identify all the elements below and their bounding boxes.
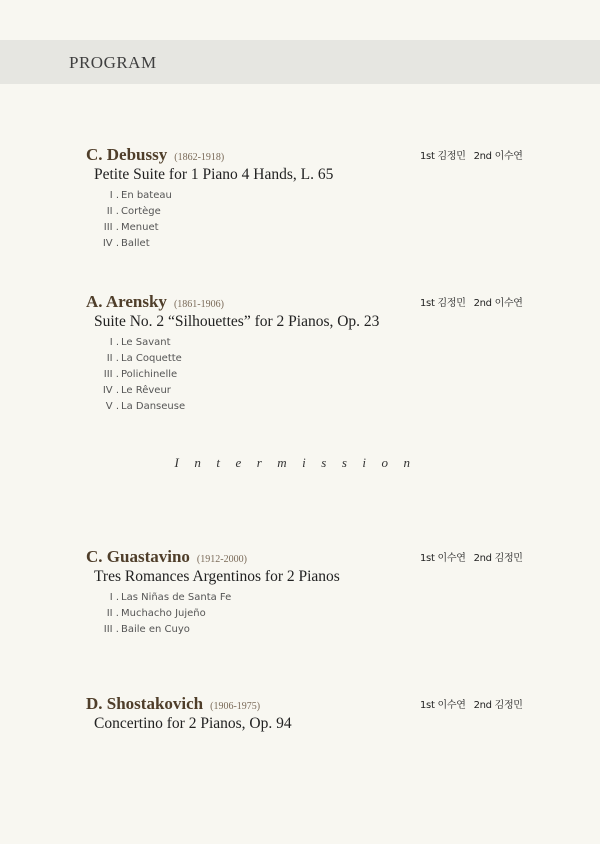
composer-dates: (1861-1906) [173, 299, 224, 310]
movement-list [100, 335, 185, 415]
movement-title: Cortège [121, 206, 161, 217]
composer-line [86, 547, 247, 567]
program-header [0, 40, 600, 84]
movement-number: III . [103, 369, 119, 380]
composer-name: C. Debussy [86, 145, 168, 164]
composer-name: C. Guastavino [86, 547, 190, 566]
movement-list [100, 590, 231, 638]
performer-first: 1st 김정민 [420, 151, 466, 162]
performers [420, 294, 523, 309]
movement-title: Polichinelle [121, 369, 178, 380]
movement-item [100, 236, 172, 252]
page-title: PROGRAM [69, 53, 157, 72]
intermission-label: Intermission [174, 455, 426, 470]
composer-dates: (1912-2000) [196, 554, 247, 565]
movement-number: II . [106, 608, 119, 619]
performer-second: 2nd 김정민 [473, 553, 523, 564]
work-title: Concertino for 2 Pianos, Op. 94 [94, 715, 292, 732]
movement-title: Menuet [121, 222, 159, 233]
movement-item [100, 335, 185, 351]
movement-item [100, 622, 231, 638]
performers [420, 147, 523, 162]
movement-title: Ballet [121, 238, 150, 249]
movement-item [100, 220, 172, 236]
movement-title: La Danseuse [121, 401, 186, 412]
movement-title: La Coquette [121, 353, 182, 364]
movement-item [100, 188, 172, 204]
movement-item [100, 204, 172, 220]
movement-list [100, 188, 172, 252]
movement-title: Muchacho Jujeño [121, 608, 206, 619]
composer-dates: (1862-1918) [174, 152, 225, 163]
composer-dates: (1906-1975) [210, 701, 261, 712]
movement-number: II . [106, 353, 119, 364]
movement-item [100, 606, 231, 622]
movement-item [100, 399, 185, 415]
composer-line [86, 145, 224, 165]
performer-second: 2nd 김정민 [473, 700, 523, 711]
movement-number: III . [103, 222, 119, 233]
composer-line [86, 694, 260, 714]
movement-number: II . [106, 206, 119, 217]
movement-title: En bateau [121, 190, 172, 201]
movement-number: IV . [102, 385, 119, 396]
movement-item [100, 351, 185, 367]
composer-line [86, 292, 224, 312]
performers [420, 549, 523, 564]
movement-item [100, 367, 185, 383]
movement-title: Baile en Cuyo [121, 624, 190, 635]
movement-title: Las Niñas de Santa Fe [121, 592, 232, 603]
movement-number: IV . [102, 238, 119, 249]
movement-number: V . [105, 401, 119, 412]
movement-item [100, 383, 185, 399]
performer-second: 2nd 이수연 [473, 298, 523, 309]
work-title: Petite Suite for 1 Piano 4 Hands, L. 65 [94, 166, 334, 183]
work-title: Suite No. 2 “Silhouettes” for 2 Pianos, Op. 23 [94, 313, 380, 330]
movement-number: I . [109, 190, 119, 201]
composer-name: A. Arensky [86, 292, 167, 311]
performer-first: 1st 김정민 [420, 298, 466, 309]
performers [420, 696, 523, 711]
performer-first: 1st 이수연 [420, 700, 466, 711]
movement-number: I . [109, 337, 119, 348]
movement-title: Le Savant [121, 337, 171, 348]
movement-number: III . [103, 624, 119, 635]
movement-title: Le Rêveur [121, 385, 171, 396]
movement-item [100, 590, 231, 606]
performer-first: 1st 이수연 [420, 553, 466, 564]
movement-number: I . [109, 592, 119, 603]
performer-second: 2nd 이수연 [473, 151, 523, 162]
composer-name: D. Shostakovich [86, 694, 204, 713]
work-title: Tres Romances Argentinos for 2 Pianos [94, 568, 340, 585]
